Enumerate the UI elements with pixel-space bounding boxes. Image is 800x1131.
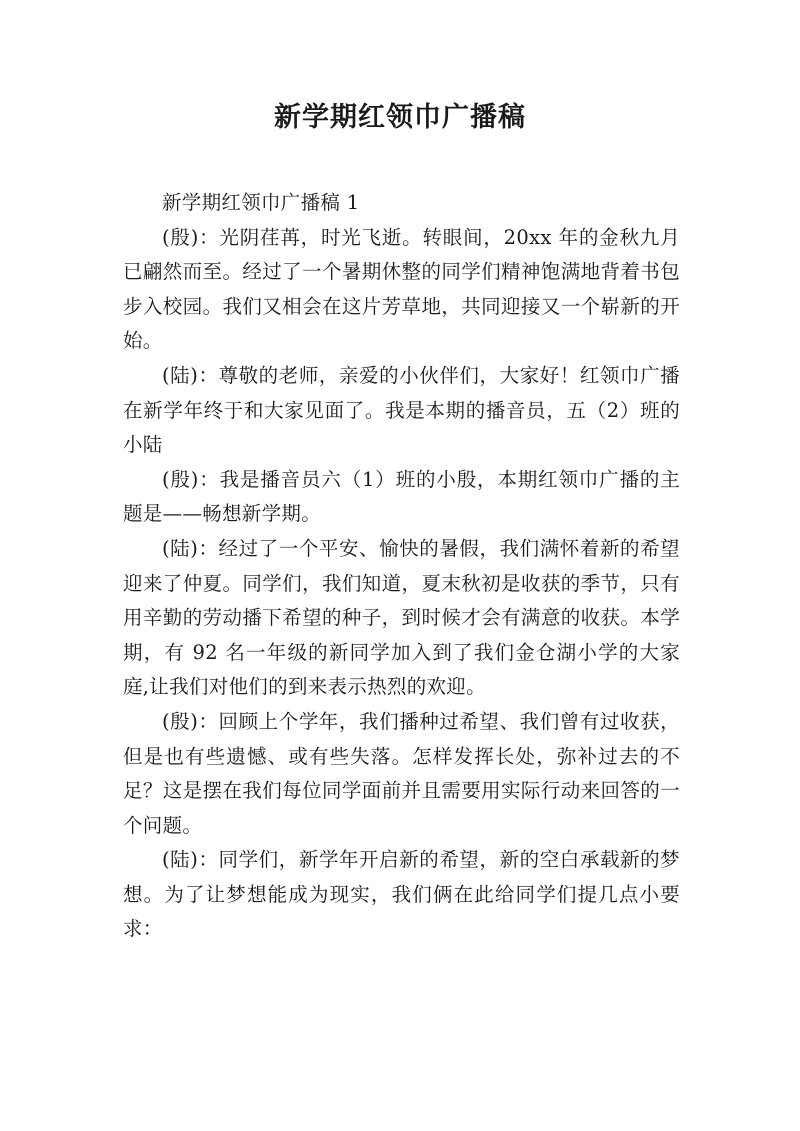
document-body <box>123 186 680 947</box>
paragraph: (殷)：我是播音员六（1）班的小殷，本期红领巾广播的主题是——畅想新学期。 <box>123 467 680 526</box>
paragraph: (陆)：同学们，新学年开启新的希望，新的空白承载新的梦想。为了让梦想能成为现实，我们俩在此给同学们提几点小要求： <box>123 848 680 941</box>
paragraph: (殷)：光阴荏苒，时光飞逝。转眼间，20xx 年的金秋九月已翩然而至。经过了一个暑期休整的同学们精神饱满地背着书包步入校园。我们又相会在这片芳草地，共同迎接又一个崭新的开始。 <box>123 225 680 353</box>
paragraph: (殷)：回顾上个学年，我们播种过希望、我们曾有过收获，但是也有些遗憾、或有些失落。怎样发挥长处，弥补过去的不足？这是摆在我们每位同学面前并且需要用实际行动来回答的一个问题。 <box>123 709 680 837</box>
document-title: 新学期红领巾广播稿 <box>274 102 526 133</box>
section-subtitle: 新学期红领巾广播稿 1 <box>162 191 360 214</box>
paragraph: (陆)：经过了一个平安、愉快的暑假，我们满怀着新的希望迎来了仲夏。同学们，我们知道，夏末秋初是收获的季节，只有用辛勤的劳动播下希望的种子，到时候才会有满意的收获。本学期，有 92 名一年级的新同学加入到了我们金仓湖小学的大家庭,让我们对他们的到来表示热烈的欢迎。 <box>123 536 680 699</box>
paragraph: (陆)：尊敬的老师，亲爱的小伙伴们，大家好！红领巾广播在新学年终于和大家见面了。我是本期的播音员，五（2）班的小陆 <box>123 363 680 457</box>
